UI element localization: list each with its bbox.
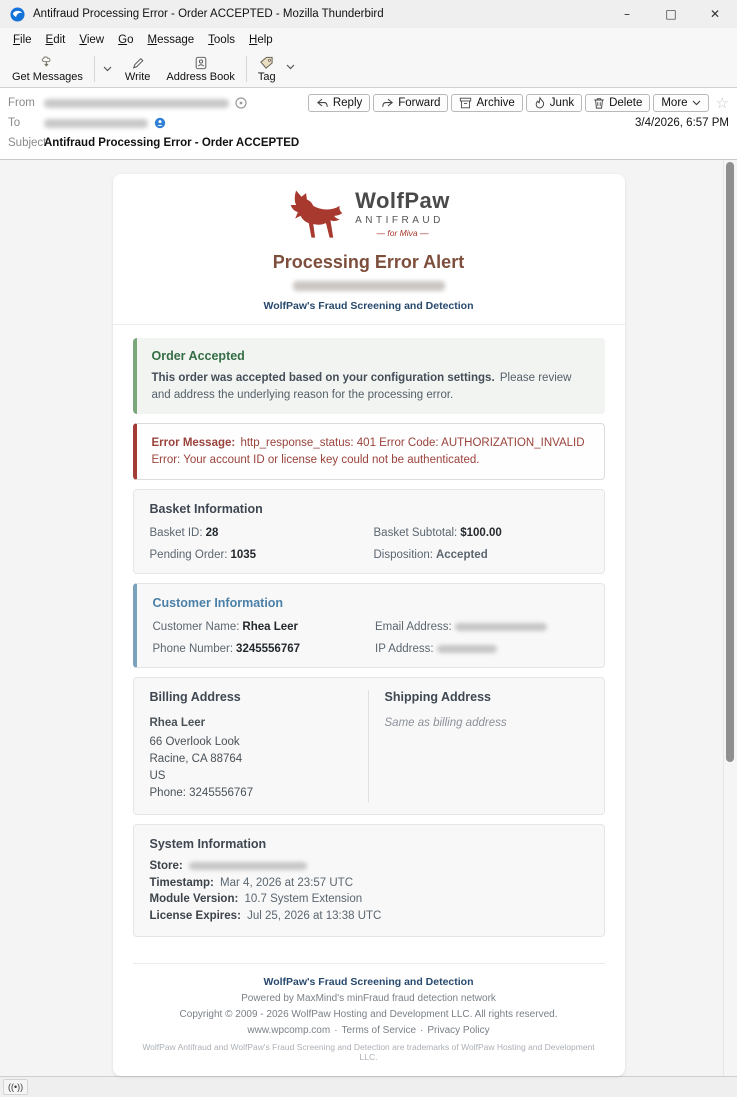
to-contact-icon[interactable] xyxy=(154,117,166,129)
tag-dropdown[interactable] xyxy=(284,57,299,85)
tag-icon xyxy=(259,56,274,70)
window-title: Antifraud Processing Error - Order ACCEPTED - Mozilla Thunderbird xyxy=(33,8,384,20)
pending-order-field: Pending Order: 1035 xyxy=(149,549,257,561)
system-store-line: Store: xyxy=(150,858,588,875)
customer-name-field: Customer Name: Rhea Leer xyxy=(152,621,299,633)
email-header xyxy=(113,174,625,325)
customer-information-box xyxy=(133,583,605,668)
to-label: To xyxy=(8,117,21,129)
chevron-down-icon xyxy=(286,64,295,70)
alert-subtitle: WolfPaw's Fraud Screening and Detection xyxy=(263,300,474,312)
ip-address-redacted xyxy=(437,645,497,653)
footer-trademark: WolfPaw Antifraud and WolfPaw's Fraud Screening and Detection are trademarks of WolfPaw Hosting and Development LLC. xyxy=(142,1042,595,1062)
error-message-box xyxy=(133,423,605,480)
logo-brand-text: WolfPaw xyxy=(355,188,450,213)
system-information-title: System Information xyxy=(149,837,267,851)
email-address-field: Email Address: xyxy=(375,621,588,633)
subject-label: Subject xyxy=(8,137,47,149)
order-accepted-title: Order Accepted xyxy=(151,349,245,363)
footer-links: www.wpcomp.com · Terms of Service · Privacy Policy xyxy=(247,1025,490,1036)
trash-icon xyxy=(593,97,605,109)
menu-bar xyxy=(0,28,737,51)
message-body-area xyxy=(0,160,737,1076)
shipping-note: Same as billing address xyxy=(384,717,507,729)
title-bar xyxy=(0,0,737,28)
footer-link-privacy[interactable]: Privacy Policy xyxy=(427,1025,490,1036)
menu-message[interactable]: Message xyxy=(147,33,195,46)
error-message-label: Error Message: xyxy=(151,437,236,449)
delete-button[interactable]: Delete xyxy=(585,94,650,112)
toolbar-separator xyxy=(94,56,95,82)
billing-address-title: Billing Address xyxy=(149,690,241,704)
thunderbird-app-icon xyxy=(10,7,25,22)
footer-link-terms[interactable]: Terms of Service xyxy=(341,1025,417,1036)
error-message-text: http_response_status: 401 Error Code: AUTHORIZATION_INVALID Error: Your account ID or license key could not be authenticated. xyxy=(151,437,585,466)
tag-button[interactable]: Tag xyxy=(250,54,284,85)
shipping-address-title: Shipping Address xyxy=(384,690,491,704)
from-label: From xyxy=(8,97,35,109)
maximize-button[interactable]: □ xyxy=(665,7,677,21)
address-book-button[interactable]: Address Book xyxy=(158,54,242,85)
system-timestamp-line: Timestamp: Mar 4, 2026 at 23:57 UTC xyxy=(149,876,354,889)
system-license-expires-line: License Expires: Jul 25, 2026 at 13:38 UTC xyxy=(149,909,382,922)
menu-view[interactable]: View xyxy=(79,33,105,46)
billing-name: Rhea Leer xyxy=(149,717,206,729)
ip-address-field: IP Address: xyxy=(375,643,588,655)
email-footer xyxy=(133,963,605,1062)
reply-button[interactable]: Reply xyxy=(308,94,370,112)
billing-address-column xyxy=(150,690,369,802)
star-message-icon[interactable]: ☆ xyxy=(715,94,729,112)
junk-flame-icon xyxy=(534,97,546,109)
shipping-address-column xyxy=(369,690,588,802)
archive-button[interactable]: Archive xyxy=(451,94,522,112)
menu-tools[interactable]: Tools xyxy=(208,33,236,46)
address-book-icon xyxy=(194,56,208,70)
basket-subtotal-field: Basket Subtotal: $100.00 xyxy=(373,527,502,539)
basket-information-title: Basket Information xyxy=(149,502,263,516)
footer-copyright: Copyright © 2009 - 2026 WolfPaw Hosting and Development LLC. All rights reserved. xyxy=(179,1009,558,1020)
order-accepted-text: Please review and address the underlying reason for the processing error. xyxy=(151,372,572,401)
message-subject: Antifraud Processing Error - Order ACCEPTED xyxy=(44,137,300,149)
scrollbar-track[interactable] xyxy=(723,160,737,1076)
archive-icon xyxy=(459,97,472,109)
disposition-field: Disposition: Accepted xyxy=(373,549,488,561)
status-bar xyxy=(0,1076,737,1097)
billing-phone: Phone: 3245556767 xyxy=(149,787,254,799)
store-redacted xyxy=(189,862,307,870)
toolbar-separator xyxy=(246,56,247,82)
get-messages-dropdown[interactable] xyxy=(98,64,117,74)
menu-go[interactable]: Go xyxy=(118,33,134,46)
customer-information-title: Customer Information xyxy=(152,596,284,610)
from-contact-icon[interactable] xyxy=(235,97,247,109)
footer-link-website[interactable]: www.wpcomp.com xyxy=(247,1025,331,1036)
junk-button[interactable]: Junk xyxy=(526,94,582,112)
scrollbar-thumb[interactable] xyxy=(726,162,734,762)
email-address-redacted xyxy=(455,623,547,631)
billing-street: 66 Overlook Look xyxy=(149,736,240,748)
write-button[interactable]: Write xyxy=(117,54,158,85)
basket-id-field: Basket ID: 28 xyxy=(149,527,219,539)
message-date: 3/4/2026, 6:57 PM xyxy=(635,117,729,129)
system-module-version-line: Module Version: 10.7 System Extension xyxy=(149,893,363,905)
order-accepted-strong: This order was accepted based on your configuration settings. xyxy=(151,372,495,384)
menu-file[interactable]: File xyxy=(13,33,32,46)
get-messages-icon xyxy=(40,56,55,70)
more-button[interactable]: More xyxy=(653,94,708,112)
alert-title: Processing Error Alert xyxy=(272,252,465,272)
get-messages-button[interactable]: Get Messages xyxy=(4,54,91,85)
basket-information-box xyxy=(133,489,605,574)
menu-edit[interactable]: Edit xyxy=(45,33,66,46)
close-button[interactable]: ✕ xyxy=(709,7,721,21)
system-information-box xyxy=(133,824,605,937)
billing-country: US xyxy=(149,770,166,782)
message-header-panel xyxy=(0,88,737,160)
email-content-card xyxy=(113,174,625,1076)
chevron-down-icon xyxy=(692,100,701,106)
wolfpaw-logo xyxy=(133,188,605,240)
reply-icon xyxy=(316,97,329,109)
minimize-button[interactable]: – xyxy=(624,7,630,21)
broadcast-status-icon[interactable]: ((•)) xyxy=(3,1079,28,1095)
wolf-icon xyxy=(287,188,345,240)
mail-toolbar xyxy=(0,51,737,88)
logo-sub-text: ANTIFRAUD xyxy=(355,215,444,226)
from-address-redacted xyxy=(44,99,229,108)
to-address-redacted xyxy=(44,119,148,128)
store-name-redacted xyxy=(293,281,445,291)
footer-title: WolfPaw's Fraud Screening and Detection xyxy=(263,976,474,988)
address-box xyxy=(133,677,605,815)
write-icon xyxy=(131,56,145,70)
phone-number-field: Phone Number: 3245556767 xyxy=(152,643,301,655)
logo-tagline: — for Miva — xyxy=(376,228,429,238)
order-accepted-box xyxy=(133,338,605,414)
forward-icon xyxy=(381,97,394,109)
billing-city-state-zip: Racine, CA 88764 xyxy=(149,753,243,765)
chevron-down-icon xyxy=(103,66,112,72)
forward-button[interactable]: Forward xyxy=(373,94,448,112)
menu-help[interactable]: Help xyxy=(249,33,273,46)
footer-powered-by: Powered by MaxMind's minFraud fraud detection network xyxy=(241,993,496,1004)
